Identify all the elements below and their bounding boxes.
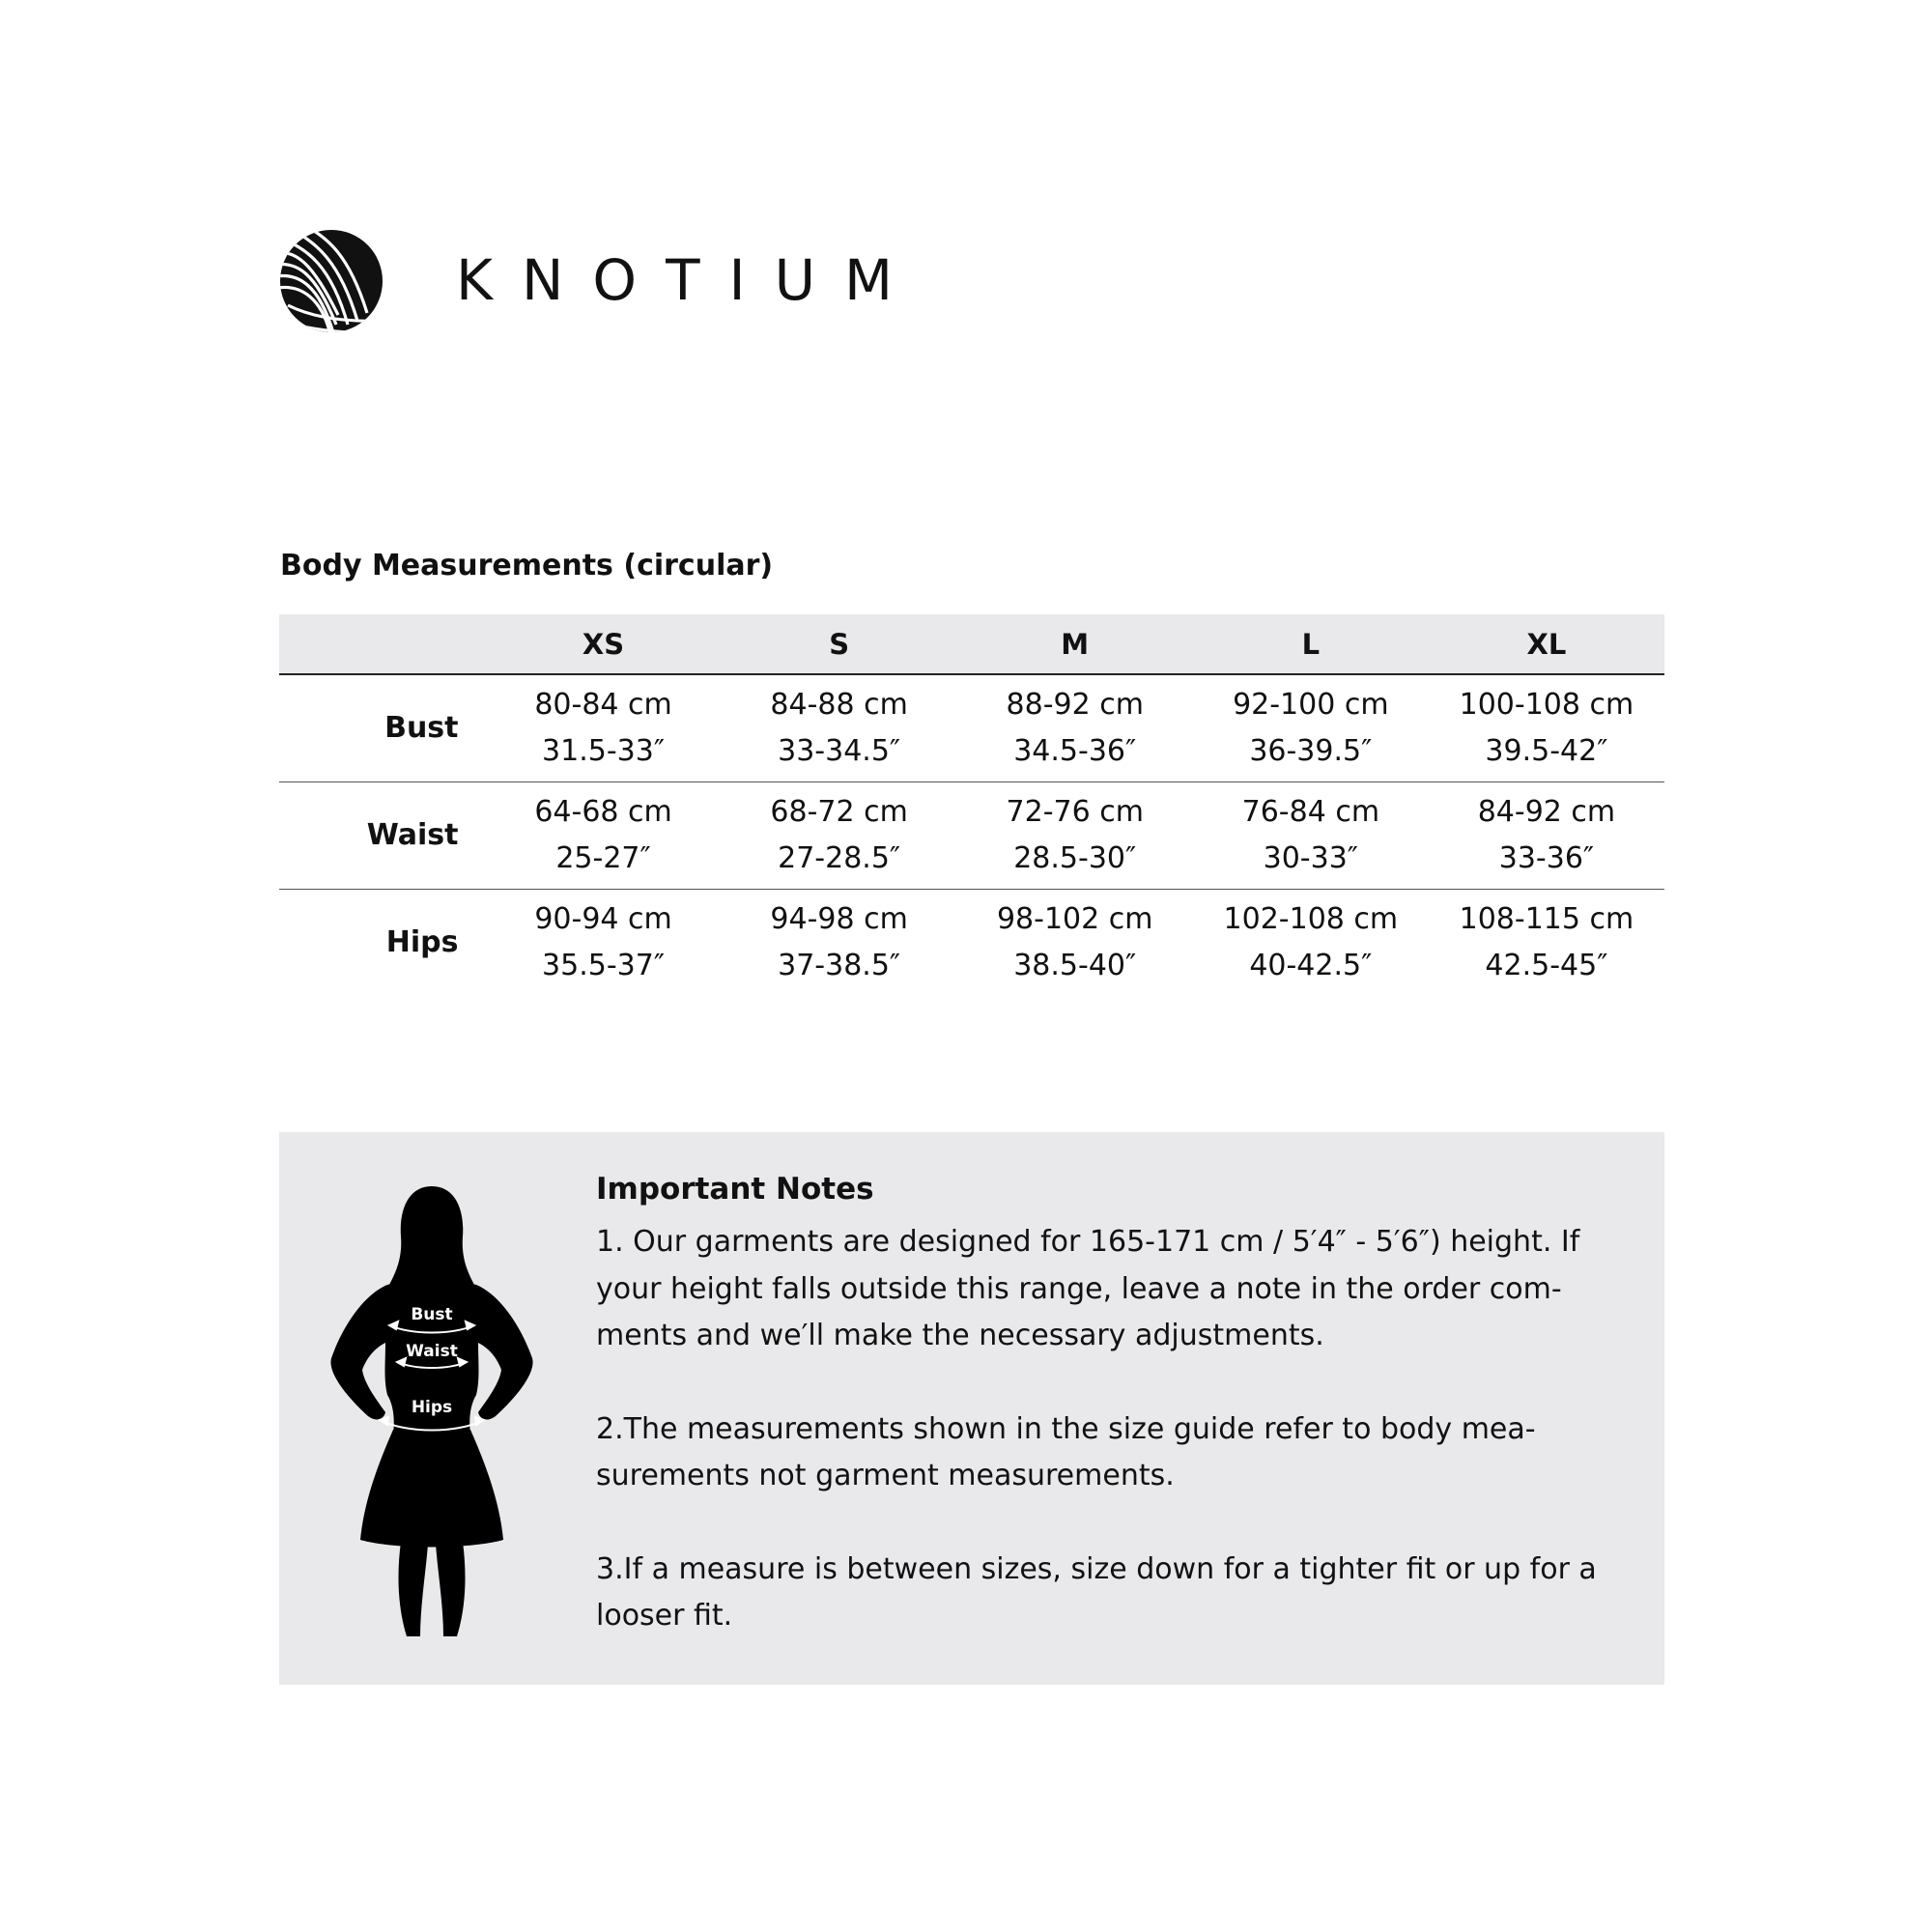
inch-value: 27-28.5″ — [778, 840, 901, 875]
size-header-row — [279, 614, 1664, 674]
table-cell — [1429, 889, 1664, 996]
figure-label-waist: Waist — [406, 1342, 458, 1361]
cm-value: 88-92 cm — [1006, 687, 1144, 722]
inch-value: 37-38.5″ — [778, 948, 901, 982]
cm-value: 76-84 cm — [1241, 794, 1380, 829]
yarn-ball-icon — [278, 228, 384, 334]
table-cell — [486, 889, 722, 996]
inch-value: 40-42.5″ — [1249, 948, 1373, 982]
row-label-bust: Bust — [279, 674, 486, 781]
table-row-bust — [279, 674, 1664, 781]
size-header-xl: XL — [1429, 614, 1664, 674]
cm-value: 94-98 cm — [770, 901, 908, 936]
inch-value: 25-27″ — [555, 840, 651, 875]
table-cell — [722, 889, 957, 996]
inch-value: 33-36″ — [1498, 840, 1595, 875]
size-header-blank — [279, 614, 486, 674]
size-header-m: M — [957, 614, 1193, 674]
brand-name: KNOTIUM — [456, 247, 923, 313]
size-header-l: L — [1193, 614, 1429, 674]
row-label-waist: Waist — [279, 781, 486, 889]
cm-value: 90-94 cm — [534, 901, 672, 936]
table-cell — [957, 889, 1193, 996]
cm-value: 72-76 cm — [1006, 794, 1144, 829]
cm-value: 64-68 cm — [534, 794, 672, 829]
inch-value: 38.5-40″ — [1013, 948, 1137, 982]
inch-value: 36-39.5″ — [1249, 733, 1373, 768]
table-cell — [957, 674, 1193, 781]
table-row-waist — [279, 781, 1664, 889]
cm-value: 68-72 cm — [770, 794, 908, 829]
note-item: 2.The measurements shown in the size guide refer to body mea-surements not garment measurements. — [596, 1411, 1536, 1492]
woman-silhouette-icon — [326, 1180, 538, 1644]
inch-value: 28.5-30″ — [1013, 840, 1137, 875]
note-item: 3.If a measure is between sizes, size down for a tighter fit or up for a looser fit. — [596, 1551, 1597, 1633]
cm-value: 84-88 cm — [770, 687, 908, 722]
inch-value: 42.5-45″ — [1485, 948, 1608, 982]
table-cell — [1193, 781, 1429, 889]
inch-value: 34.5-36″ — [1013, 733, 1137, 768]
cm-value: 98-102 cm — [996, 901, 1153, 936]
inch-value: 39.5-42″ — [1485, 733, 1608, 768]
table-cell — [722, 674, 957, 781]
size-header-s: S — [722, 614, 957, 674]
notes-list — [596, 1219, 1620, 1640]
note-item: 1. Our garments are designed for 165-171 cm / 5′4″ - 5′6″) height. If your height falls outside this range, leave a note in the order com-ments and we′ll make the necessary adjustments. — [596, 1225, 1580, 1352]
table-cell — [1429, 674, 1664, 781]
size-header-xs: XS — [486, 614, 722, 674]
table-cell — [1429, 781, 1664, 889]
table-cell — [957, 781, 1193, 889]
cm-value: 80-84 cm — [534, 687, 672, 722]
table-cell — [486, 781, 722, 889]
size-chart-title: Body Measurements (circular) — [280, 549, 774, 582]
inch-value: 30-33″ — [1263, 840, 1359, 875]
figure-label-hips: Hips — [411, 1398, 453, 1417]
table-cell — [1193, 674, 1429, 781]
cm-value: 100-108 cm — [1459, 687, 1634, 722]
table-row-hips — [279, 889, 1664, 996]
figure-label-bust: Bust — [411, 1305, 453, 1324]
table-cell — [1193, 889, 1429, 996]
notes-title: Important Notes — [596, 1172, 874, 1207]
cm-value: 102-108 cm — [1223, 901, 1399, 936]
inch-value: 35.5-37″ — [542, 948, 666, 982]
important-notes-panel — [279, 1132, 1664, 1685]
table-cell — [486, 674, 722, 781]
cm-value: 108-115 cm — [1459, 901, 1634, 936]
cm-value: 92-100 cm — [1233, 687, 1389, 722]
inch-value: 33-34.5″ — [778, 733, 901, 768]
size-chart-table — [279, 614, 1664, 996]
cm-value: 84-92 cm — [1477, 794, 1616, 829]
inch-value: 31.5-33″ — [542, 733, 666, 768]
row-label-hips: Hips — [385, 925, 459, 960]
table-cell — [722, 781, 957, 889]
